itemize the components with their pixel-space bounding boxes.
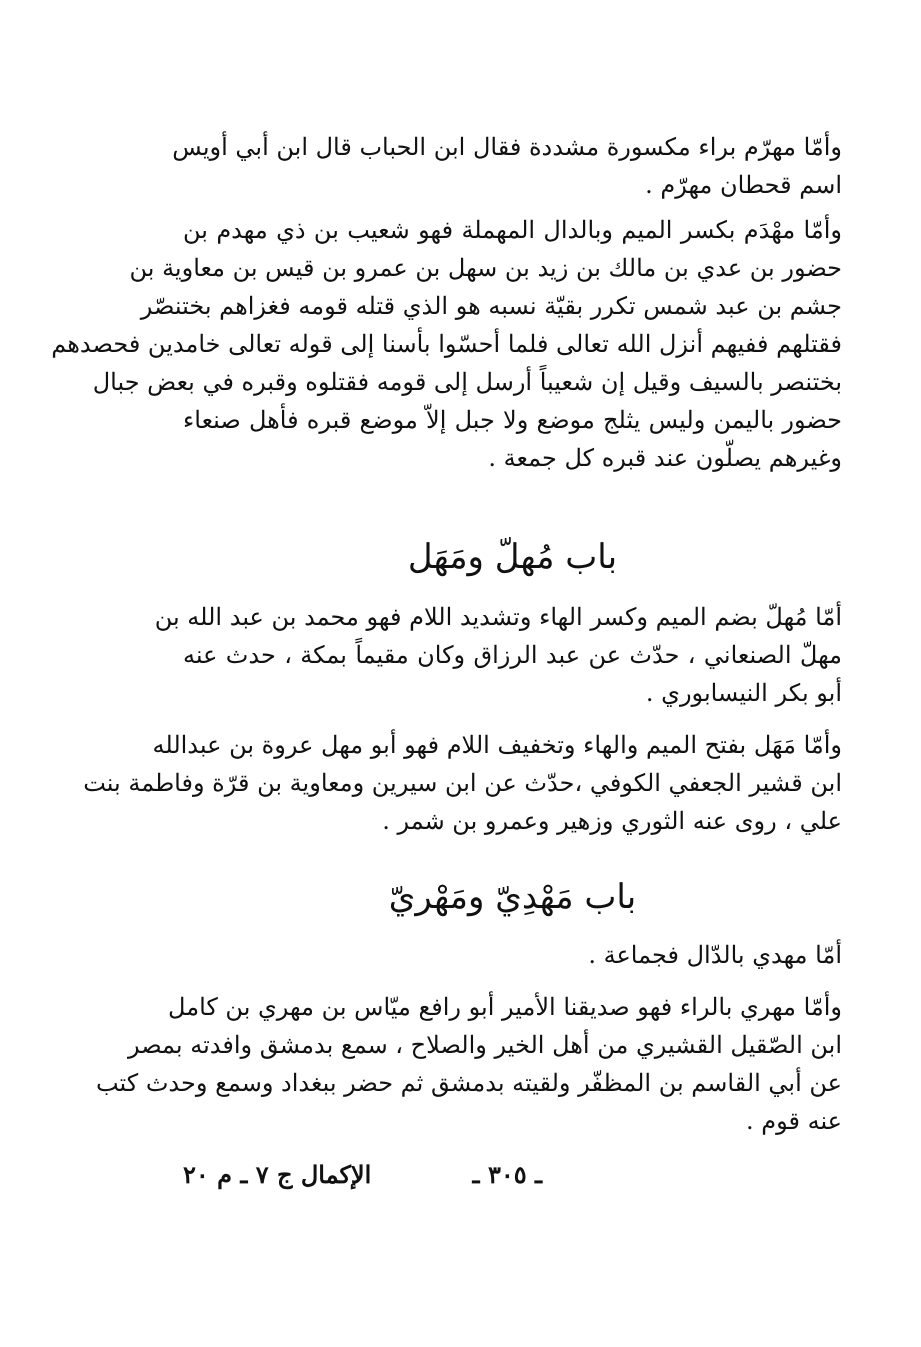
section-mahdi-mahri	[95, 936, 842, 1140]
paragraph-mahram	[172, 128, 842, 204]
text-line: أمّا مُهلّ بضم الميم وكسر الهاء وتشديد اللام فهو محمد بن عبد الله بن	[154, 603, 842, 631]
text-line: حضور بن عدي بن مالك بن زيد بن سهل بن عمرو بن قيس بن معاوية بن	[129, 254, 842, 282]
text-line: وأمّا مَهَل بفتح الميم والهاء وتخفيف اللام فهو أبو مهل عروة بن عبدالله	[152, 731, 842, 759]
section-heading: باب مُهلّ ومَهَل	[407, 537, 618, 577]
paragraph-mahri	[95, 988, 842, 1140]
text-line: عنه قوم .	[745, 1107, 842, 1135]
text-line: بختنصر بالسيف وقيل إن شعيباً أرسل إلى قومه فقتلوه وقبره في بعض جبال	[92, 368, 842, 396]
text-line: وأمّا مهْدَم بكسر الميم وبالدال المهملة فهو شعيب بن ذي مهدم بن	[183, 216, 842, 244]
text-line: وأمّا مهرّم براء مكسورة مشددة فقال ابن الحباب قال ابن أبي أويس	[172, 133, 842, 161]
text-line: أبو بكر النيسابوري .	[645, 679, 842, 707]
text-line: ابن الصّقيل القشيري من أهل الخير والصلاح ، سمع بدمشق وافدته بمصر	[127, 1031, 842, 1059]
text-line: وغيرهم يصلّون عند قبره كل جمعة .	[488, 444, 842, 472]
text-line: عن أبي القاسم بن المظفّر ولقيته بدمشق ثم حضر ببغداد وسمع وحدث كتب	[95, 1069, 842, 1097]
section-muhill-mahal	[83, 598, 842, 840]
volume-reference: الإكمال ج ٧ ـ م ٢٠	[183, 1160, 372, 1189]
text-line: ابن قشير الجعفي الكوفي ،حدّث عن ابن سيرين ومعاوية بن قرّة وفاطمة بنت	[83, 769, 842, 797]
text-line: مهلّ الصنعاني ، حدّث عن عبد الرزاق وكان مقيماً بمكة ، حدث عنه	[183, 641, 842, 669]
paragraph-mahal	[83, 726, 842, 840]
text-line: وأمّا مهري بالراء فهو صديقنا الأمير أبو رافع ميّاس بن مهري بن كامل	[168, 993, 842, 1021]
text-line: جشم بن عبد شمس تكرر بقيّة نسبه هو الذي قتله قومه فغزاهم بختنصّر	[140, 292, 842, 320]
section-heading: باب مَهْدِيّ ومَهْريّ	[388, 877, 637, 917]
text-line: اسم قحطان مهرّم .	[645, 171, 842, 199]
page-number: ـ ٣٠٥ ـ	[472, 1160, 542, 1189]
text-line: فقتلهم ففيهم أنزل الله تعالى فلما أحسّوا بأسنا إلى قوله تعالى خامدين فحصدهم	[51, 330, 842, 358]
text-line: علي ، روى عنه الثوري وزهير وعمرو بن شمر .	[382, 807, 842, 835]
page-footer	[183, 1160, 842, 1196]
paragraph-mahdi	[183, 936, 842, 974]
paragraph-muhill	[154, 598, 842, 712]
text-line: حضور باليمن وليس يثلج موضع ولا جبل إلاّ موضع قبره فأهل صنعاء	[183, 406, 842, 434]
text-line: أمّا مهدي بالدّال فجماعة .	[588, 941, 842, 969]
section-mahram-mahdam	[51, 128, 842, 477]
paragraph-mahdam	[51, 211, 842, 477]
